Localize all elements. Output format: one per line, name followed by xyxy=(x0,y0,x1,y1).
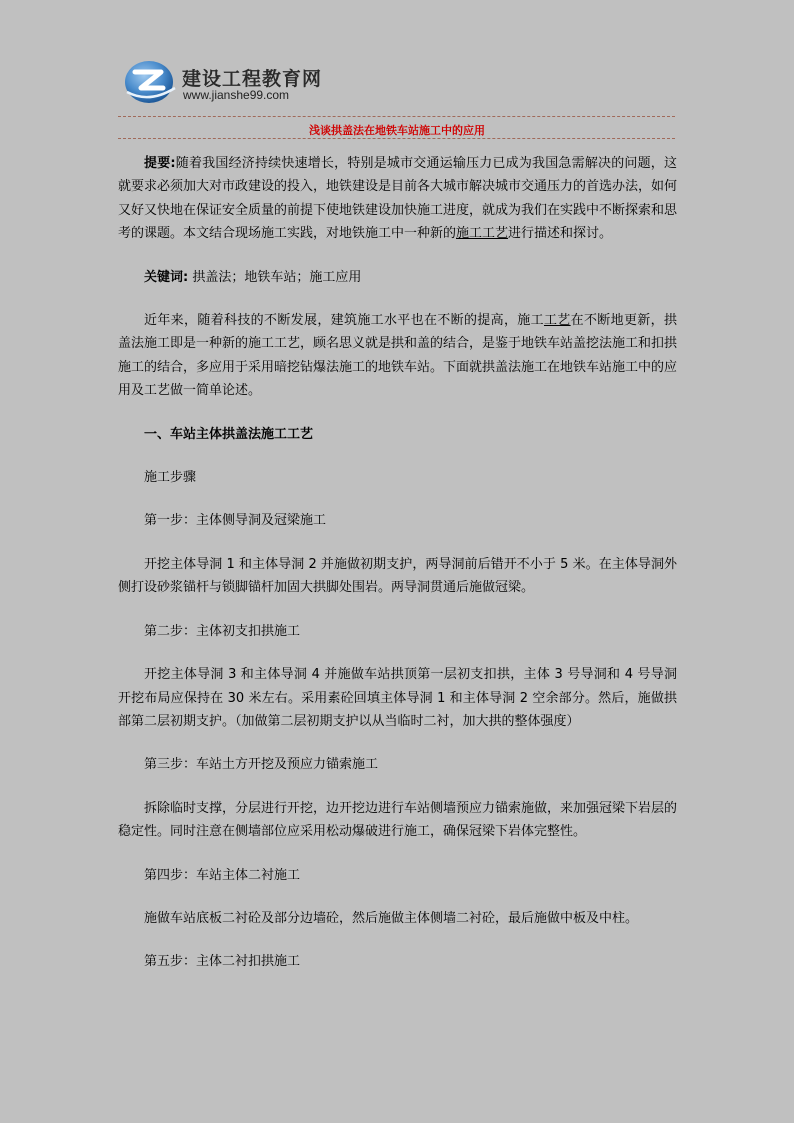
abstract-text-end: 进行描述和探讨。 xyxy=(508,226,613,242)
site-url[interactable]: www.jianshe99.com xyxy=(183,88,290,102)
step5-title: 第五步：主体二衬扣拱施工 xyxy=(144,954,301,970)
step2-text: 开挖主体导洞 3 和主体导洞 4 并施做车站拱顶第一层初支扣拱，主体 3 号导洞和 4 号导洞开挖布局应保持在 30 米左右。采用素砼回填主体导洞 1 和主体导洞 2 空余部分。然后，施做拱部第二层初期支护。（加做第二层初期支护以从当临时二衬，加大拱的整体强度） xyxy=(118,667,677,729)
article-body xyxy=(118,152,677,994)
site-name[interactable]: 建设工程教育网 xyxy=(182,68,323,90)
keywords-paragraph xyxy=(118,266,677,289)
step3-title: 第三步：车站土方开挖及预应力锚索施工 xyxy=(144,757,379,773)
title-top-divider xyxy=(118,116,675,117)
intro-text-end: 在不断地更新，拱盖法施工即是一种新的施工工艺，顾名思义就是拱和盖的结合，是鉴于地铁车站盖挖法施工和扣拱施工的结合，多应用于采用暗挖钻爆法施工的地铁车站。下面就拱盖法施工在地铁车站施工中的应用及工艺做一简单论述。 xyxy=(118,313,678,399)
section-heading-text: 一、车站主体拱盖法施工工艺 xyxy=(144,426,314,442)
site-header xyxy=(123,58,363,106)
step1-text: 开挖主体导洞 1 和主体导洞 2 并施做初期支护，两导洞前后错开不小于 5 米。在主体导洞外侧打设砂浆锚杆与锁脚锚杆加固大拱脚处围岩。两导洞贯通后施做冠梁。 xyxy=(118,556,677,596)
construction-process-link[interactable]: 施工工艺 xyxy=(456,226,509,242)
step2-title: 第二步：主体初支扣拱施工 xyxy=(144,623,301,639)
keywords-text: 拱盖法；地铁车站；施工应用 xyxy=(192,269,362,285)
step1-title: 第一步：主体侧导洞及冠梁施工 xyxy=(144,513,327,529)
step3-text: 拆除临时支撑，分层进行开挖，边开挖边进行车站侧墙预应力锚索施做，来加强冠梁下岩层的稳定性。同时注意在侧墙部位应采用松动爆破进行施工，确保冠梁下岩体完整性。 xyxy=(118,800,678,840)
section-heading xyxy=(118,423,677,446)
abstract-text: 随着我国经济持续快速增长，特别是城市交通运输压力已成为我国急需解决的问题，这就要求必须加大对市政建设的投入，地铁建设是目前各大城市解决城市交通压力的首选办法，如何又好又快地在保证安全质量的前提下使地铁建设加快施工进度，就成为我们在实践中不断探索和思考的课题。本文结合现场施工实践，对地铁施工中一种新的 xyxy=(118,156,678,242)
document-title: 浅谈拱盖法在地铁车站施工中的应用 xyxy=(309,124,485,137)
intro-text: 近年来，随着科技的不断发展，建筑施工水平也在不断的提高，施工 xyxy=(144,313,544,329)
steps-heading: 施工步骤 xyxy=(144,470,197,486)
step4-text: 施做车站底板二衬砼及部分边墙砼，然后施做主体侧墙二衬砼，最后施做中板及中柱。 xyxy=(144,910,639,926)
abstract-label: 提要: xyxy=(144,156,176,171)
title-bottom-divider xyxy=(118,138,675,139)
keywords-label: 关键词: xyxy=(144,269,189,285)
process-link[interactable]: 工艺 xyxy=(543,313,571,329)
z-swoosh-logo-icon[interactable] xyxy=(123,58,179,106)
abstract-paragraph xyxy=(118,152,677,246)
intro-paragraph xyxy=(118,309,677,403)
step4-title: 第四步：车站主体二衬施工 xyxy=(144,867,301,883)
